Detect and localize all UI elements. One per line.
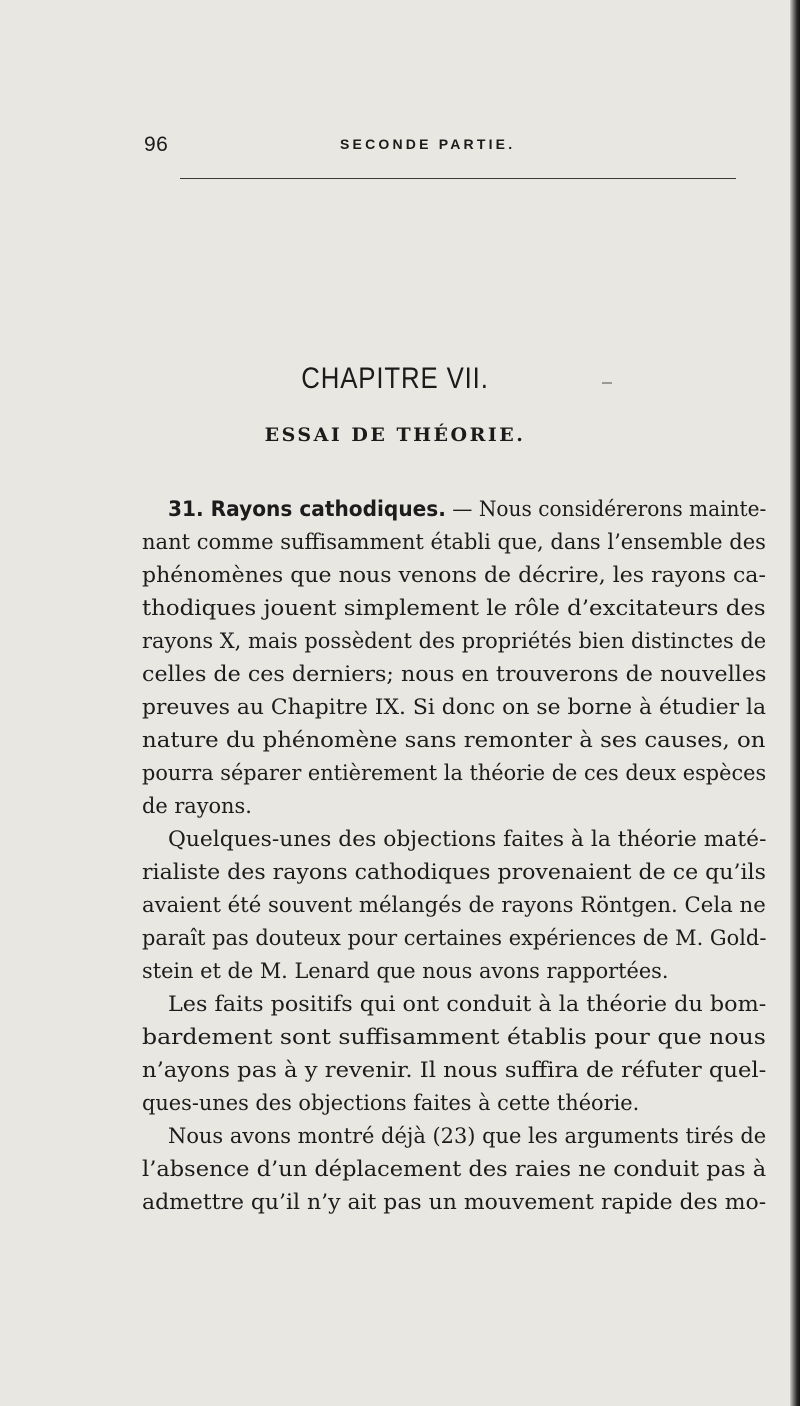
ink-mark: [602, 382, 612, 384]
chapter-title: CHAPITRE VII.: [301, 362, 489, 395]
text-line: paraît pas douteux pour certaines expériences de M. Gold-: [142, 926, 767, 951]
chapter-subtitle: ESSAI DE THÉORIE.: [264, 424, 526, 446]
section-heading: 31. Rayons cathodiques.: [168, 497, 446, 522]
text-line: avaient été souvent mélangés de rayons Röntgen. Cela ne: [142, 893, 766, 918]
text-line: nature du phénomène sans remonter à ses causes, on: [142, 728, 766, 753]
text-line: phénomènes que nous venons de décrire, les rayons ca-: [142, 563, 766, 588]
text-line: n’ayons pas à y revenir. Il nous suffira de réfuter quel-: [142, 1058, 767, 1083]
text-line: Quelques-unes des objections faites à la théorie maté-: [168, 827, 767, 852]
text-line: rialiste des rayons cathodiques provenaient de ce qu’ils: [142, 860, 766, 885]
text-line: admettre qu’il n’y ait pas un mouvement rapide des mo-: [142, 1190, 767, 1215]
text-line: pourra séparer entièrement la théorie de ces deux espèces: [142, 761, 767, 786]
text-line: thodiques jouent simplement le rôle d’excitateurs des: [142, 596, 766, 621]
text-line: Les faits positifs qui ont conduit à la théorie du bom-: [168, 992, 767, 1017]
text-line: celles de ces derniers; nous en trouverons de nouvelles: [142, 662, 767, 687]
running-head: [0, 133, 790, 159]
text-line: [168, 497, 766, 522]
page-number: 96: [144, 133, 169, 156]
text-line: stein et de M. Lenard que nous avons rapportées.: [142, 959, 669, 984]
running-title: SECONDE PARTIE.: [340, 136, 516, 152]
text-line: l’absence d’un déplacement des raies ne conduit pas à: [142, 1157, 767, 1182]
text-line: bardement sont suffisamment établis pour que nous: [142, 1025, 766, 1050]
text-line-content: — Nous considérerons mainte-: [445, 497, 767, 522]
page-edge-shadow: [790, 0, 800, 1406]
text-line: rayons X, mais possèdent des propriétés bien distinctes de: [142, 629, 767, 654]
text-line: nant comme suffisamment établi que, dans l’ensemble des: [142, 530, 766, 555]
text-line: preuves au Chapitre IX. Si donc on se borne à étudier la: [142, 695, 767, 720]
text-line: ques-unes des objections faites à cette théorie.: [142, 1091, 640, 1116]
text-line: de rayons.: [142, 794, 252, 819]
header-rule: [180, 178, 736, 179]
text-line: Nous avons montré déjà (23) que les arguments tirés de: [168, 1124, 767, 1149]
